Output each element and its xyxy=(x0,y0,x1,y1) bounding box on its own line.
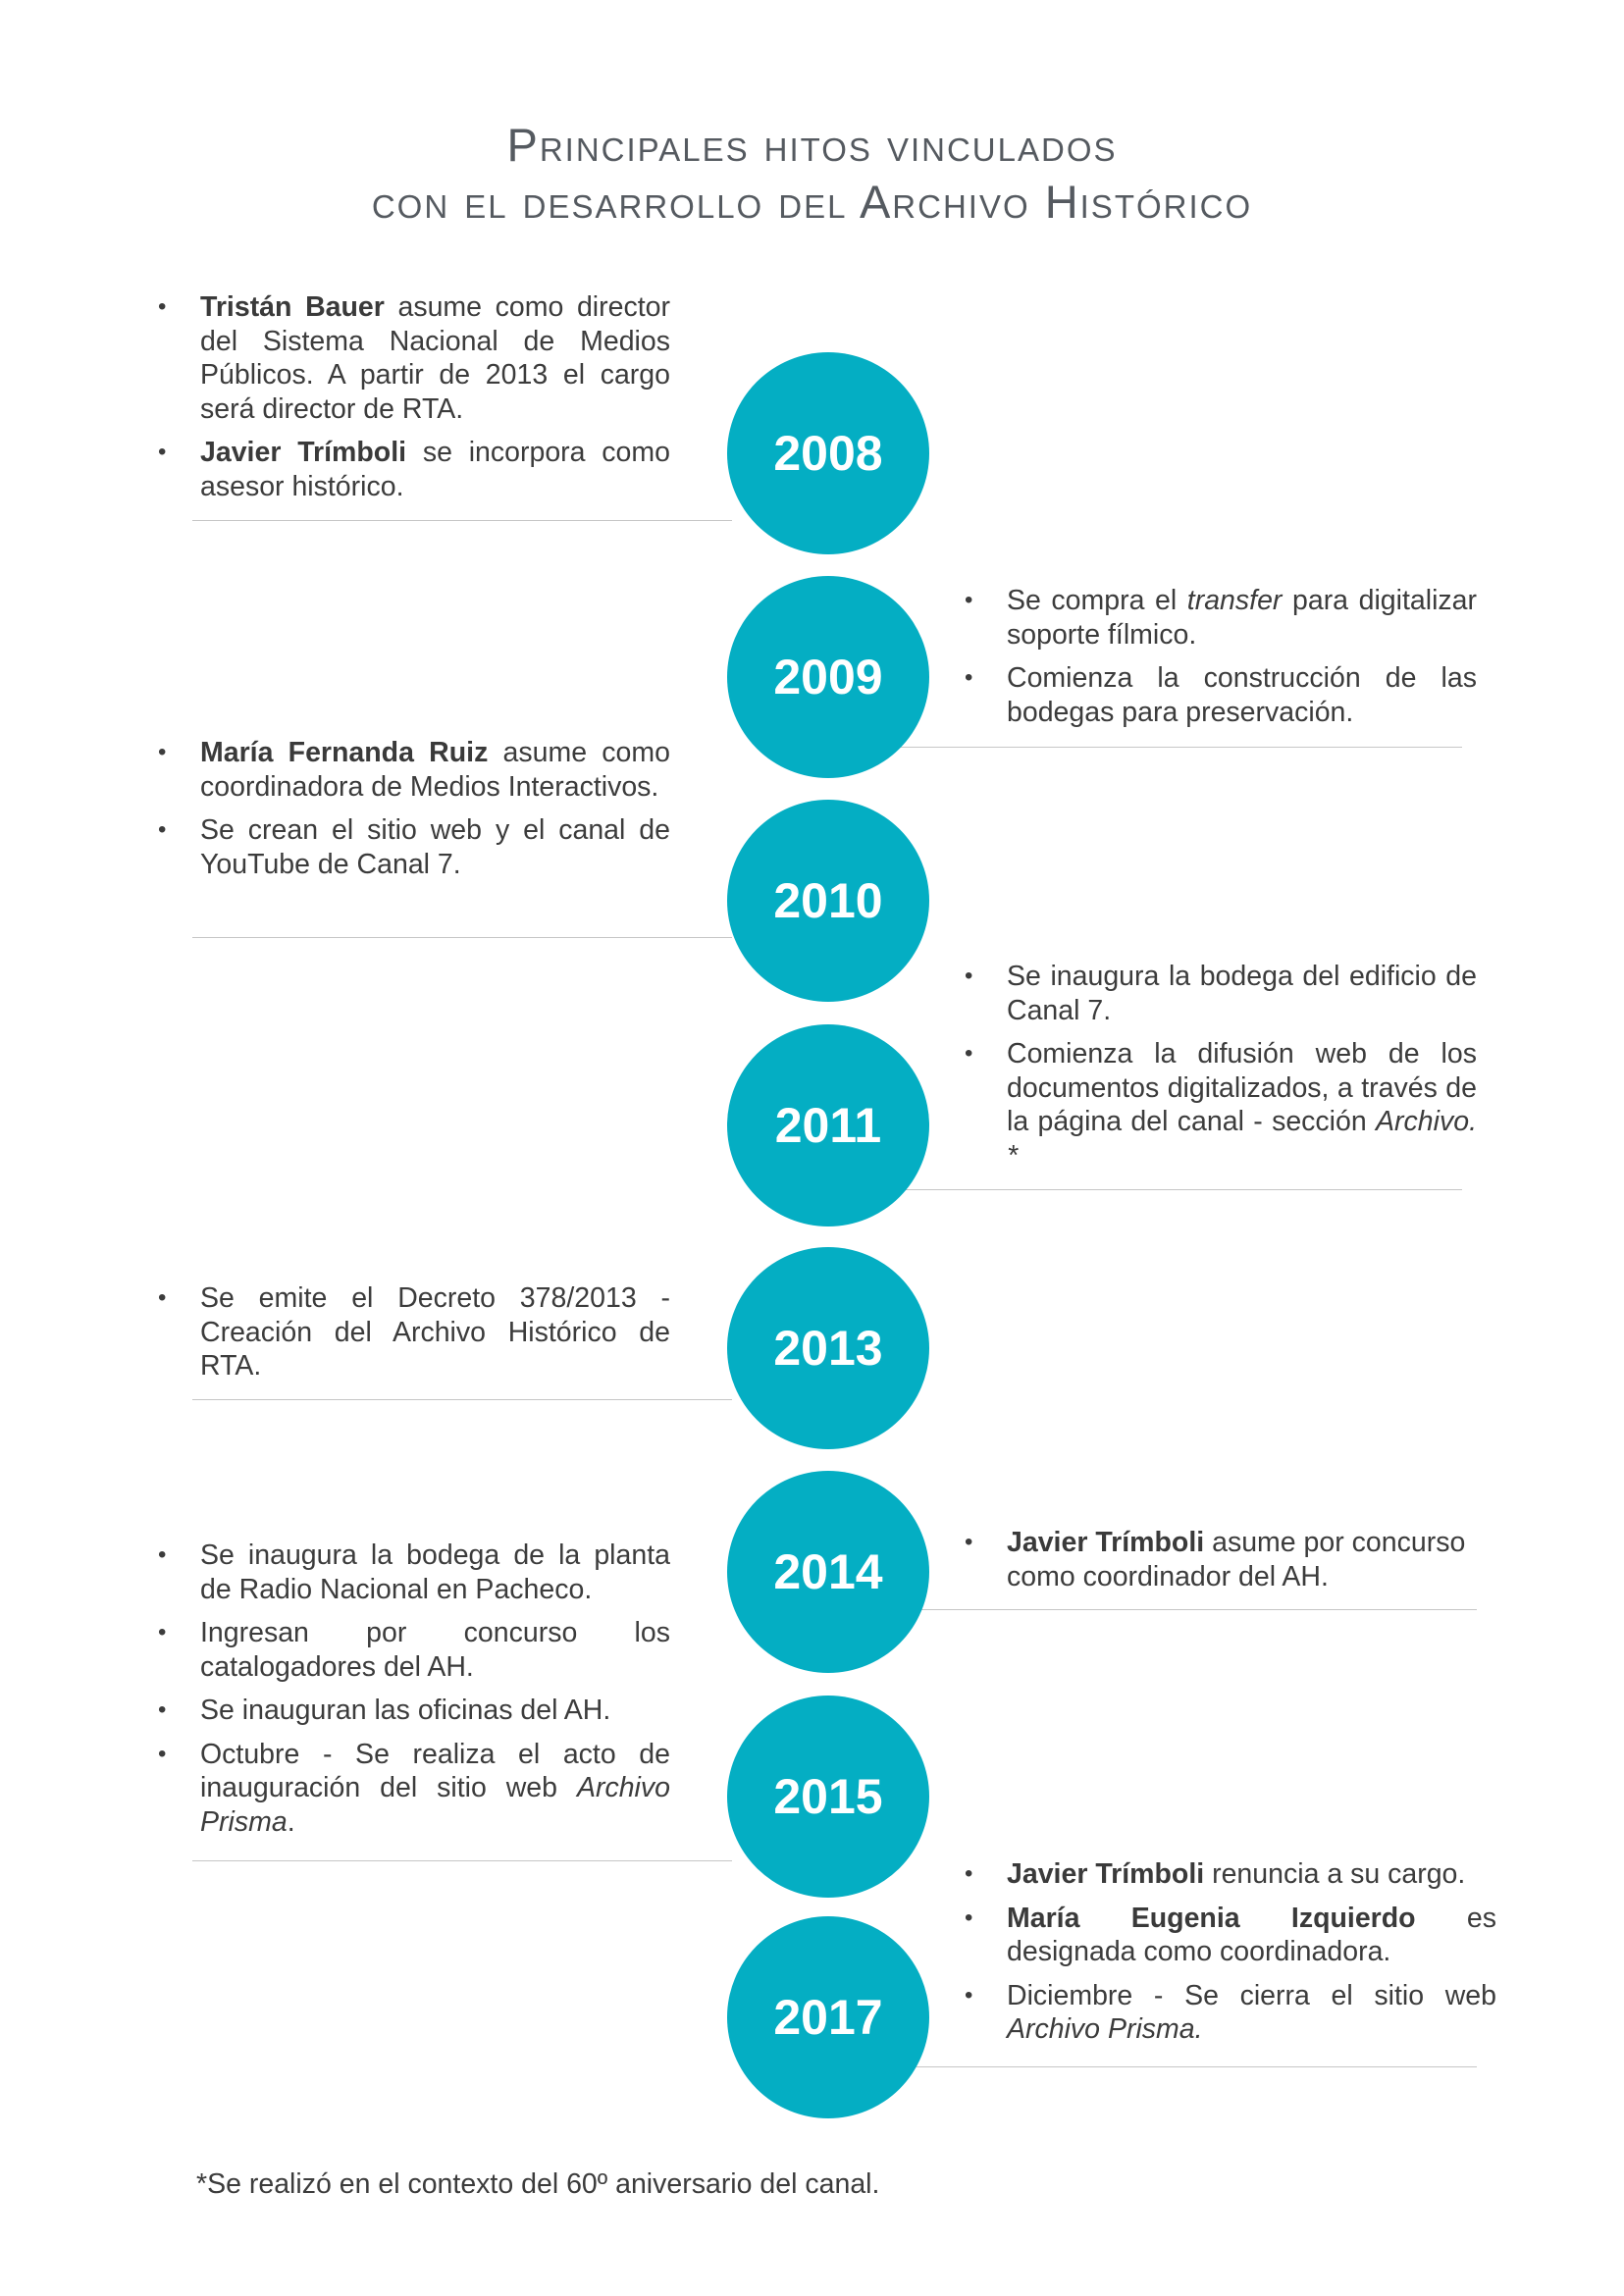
bullet-icon: • xyxy=(965,1904,973,1931)
bullet-icon: • xyxy=(158,1284,167,1311)
list-item: • Ingresan por concurso los catalogadores del AH. xyxy=(158,1617,670,1683)
year-circle-2008: 2008 xyxy=(727,352,929,554)
list-item: • Javier Trímboli renuncia a su cargo. xyxy=(965,1858,1466,1890)
list-item: • Javier Trímboli asume por concurso como coordinador del AH. xyxy=(965,1527,1466,1592)
year-circle-2011: 2011 xyxy=(727,1024,929,1226)
divider-2010 xyxy=(192,937,732,938)
events-2017 xyxy=(967,1857,1496,2057)
events-2009 xyxy=(967,584,1477,739)
list-item: • María Eugenia Izquierdo es designada como coordinadora. xyxy=(965,1902,1496,1967)
divider-2014 xyxy=(888,1609,1477,1610)
events-2015 xyxy=(160,1539,670,1849)
list-item: • Se inaugura la bodega del edificio de Canal 7. xyxy=(965,961,1477,1026)
divider-2009 xyxy=(888,747,1462,748)
list-item: • Comienza la construcción de las bodegas para preservación. xyxy=(965,662,1477,728)
divider-2017 xyxy=(888,2066,1477,2067)
divider-2013 xyxy=(192,1399,732,1400)
list-item: • Comienza la difusión web de los documentos digitalizados, a través de la página del canal - sección Archivo. * xyxy=(965,1038,1477,1172)
bullet-icon: • xyxy=(965,664,973,691)
divider-2011 xyxy=(888,1189,1462,1190)
year-circle-2010: 2010 xyxy=(727,800,929,1002)
events-2008 xyxy=(160,290,670,513)
list-item: • María Fernanda Ruiz asume como coordinadora de Medios Interactivos. xyxy=(158,737,670,803)
list-item: • Octubre - Se realiza el acto de inauguración del sitio web Archivo Prisma. xyxy=(158,1738,670,1838)
events-2010 xyxy=(160,736,670,891)
bullet-icon: • xyxy=(158,439,167,465)
footnote: *Se realizó en el contexto del 60º aniversario del canal. xyxy=(196,2168,880,2200)
bullet-icon: • xyxy=(965,1981,973,2009)
events-2014 xyxy=(967,1526,1496,1603)
bullet-icon: • xyxy=(158,816,167,843)
list-item: • Tristán Bauer asume como director del Sistema Nacional de Medios Públicos. A partir de 2013 el cargo será director de RTA. xyxy=(158,291,670,425)
bullet-icon: • xyxy=(965,1860,973,1887)
list-item: • Se inaugura la bodega de la planta de Radio Nacional en Pacheco. xyxy=(158,1539,670,1605)
year-circle-2017: 2017 xyxy=(727,1916,929,2118)
bullet-icon: • xyxy=(965,587,973,613)
bullet-icon: • xyxy=(158,739,167,765)
year-circle-2013: 2013 xyxy=(727,1247,929,1449)
divider-2015 xyxy=(192,1860,732,1861)
page-title-line-2: con el desarrollo del Archivo Histórico xyxy=(371,176,1253,228)
bullet-icon: • xyxy=(965,1040,973,1067)
list-item: • Se compra el transfer para digitalizar soporte fílmico. xyxy=(965,585,1477,651)
bullet-icon: • xyxy=(965,1529,973,1555)
divider-2008 xyxy=(192,520,732,521)
list-item: • Diciembre - Se cierra el sitio web Archivo Prisma. xyxy=(965,1979,1496,2045)
list-item: • Se inauguran las oficinas del AH. xyxy=(158,1695,611,1726)
bullet-icon: • xyxy=(158,1740,167,1767)
bullet-icon: • xyxy=(158,293,167,320)
list-item: • Se crean el sitio web y el canal de YouTube de Canal 7. xyxy=(158,814,670,880)
list-item: • Se emite el Decreto 378/2013 - Creación del Archivo Histórico de RTA. xyxy=(158,1282,670,1382)
year-circle-2009: 2009 xyxy=(727,576,929,778)
bullet-icon: • xyxy=(158,1541,167,1568)
year-circle-2015: 2015 xyxy=(727,1696,929,1898)
list-item: • Javier Trímboli se incorpora como asesor histórico. xyxy=(158,437,670,502)
events-2013 xyxy=(160,1281,670,1393)
events-2011 xyxy=(967,960,1477,1182)
bullet-icon: • xyxy=(158,1696,167,1723)
page-title-line-1: Principales hitos vinculados xyxy=(506,119,1118,171)
bullet-icon: • xyxy=(158,1619,167,1645)
year-circle-2014: 2014 xyxy=(727,1471,929,1673)
bullet-icon: • xyxy=(965,963,973,989)
